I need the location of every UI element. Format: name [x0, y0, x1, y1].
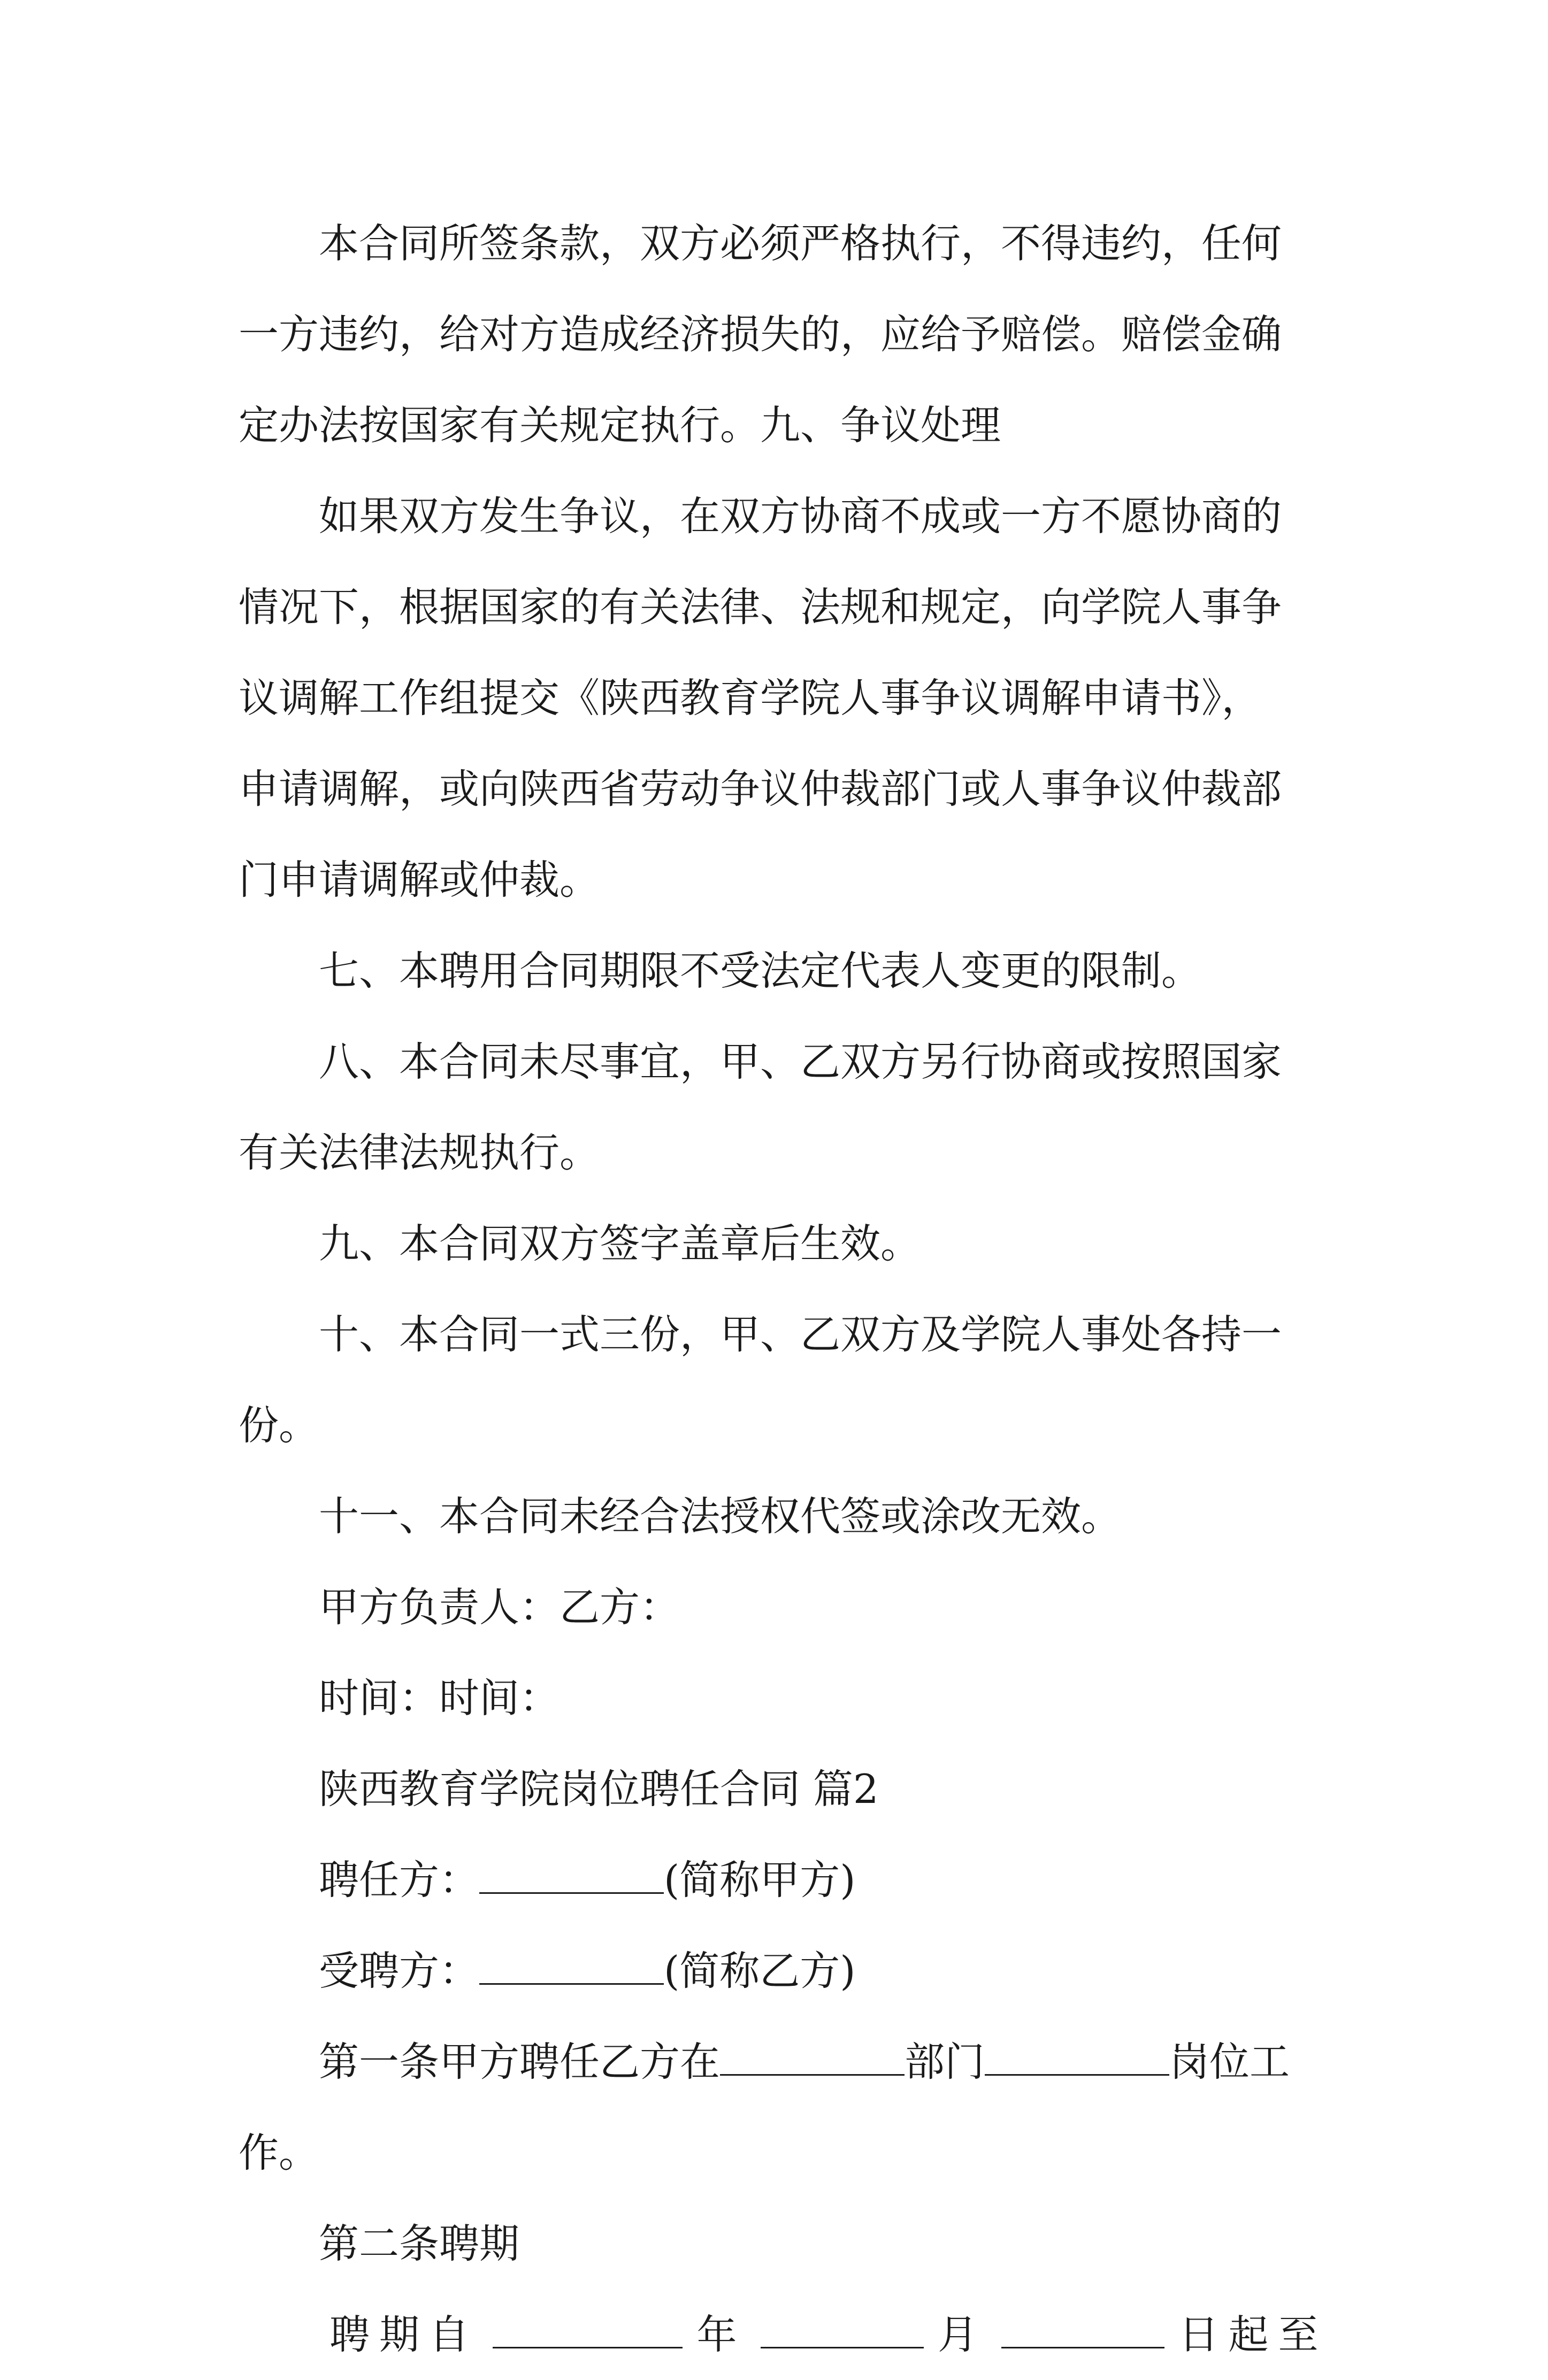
paragraph-dispute: [239, 471, 1314, 562]
day-blank: [1001, 2309, 1164, 2348]
text-line: 如果双方发生争议，在双方协商不成或一方不愿协商的: [319, 493, 1282, 540]
article-1: [239, 2016, 1314, 2107]
text-line: 本合同所签条款，双方必须严格执行，不得违约，任何: [319, 220, 1282, 267]
year-label: 年: [696, 2311, 747, 2358]
article-2: [239, 2198, 1314, 2289]
day-label: 日起至: [1178, 2311, 1328, 2358]
paragraph-clause-9: [239, 1198, 1314, 1289]
paragraph-clause-8-cont: [239, 1107, 1314, 1198]
article-1-cont: [239, 2107, 1314, 2198]
position-blank: [985, 2036, 1169, 2076]
text-line: 第二条聘期: [319, 2220, 520, 2267]
employee-blank: [479, 1945, 664, 1985]
paragraph-breach-clause-cont: [239, 289, 1314, 471]
paragraph-breach-clause: [239, 198, 1314, 289]
paragraph-dispute-cont: [239, 562, 1314, 925]
text-line: 十一、本合同未经合法授权代签或涂改无效。: [319, 1493, 1122, 1540]
signature-line: [239, 1562, 1314, 1653]
employer-suffix: (简称甲方): [664, 1856, 856, 1903]
paragraph-clause-11: [239, 1471, 1314, 1562]
year-blank: [493, 2309, 683, 2348]
paragraph-clause-10-cont: [239, 1380, 1314, 1471]
text-line: 时间：时间：: [319, 1675, 560, 1722]
text-line: 九、本合同双方签字盖章后生效。: [319, 1220, 921, 1267]
text-line: 有关法律法规执行。: [239, 1129, 600, 1176]
month-label: 月: [938, 2311, 988, 2358]
employee-label: 受聘方：: [319, 1947, 480, 1994]
text-line: 甲方负责人：乙方：: [319, 1584, 680, 1631]
period-line: [239, 2289, 1328, 2380]
employee-suffix: (简称乙方): [664, 1947, 856, 1994]
article-1-text-a: 第一条甲方聘任乙方在: [319, 2038, 721, 2085]
article-1-text-c: 岗位工: [1169, 2038, 1290, 2085]
text-line: 份。: [239, 1402, 319, 1449]
article-1-text-b: 部门: [905, 2038, 985, 2085]
section-title: [239, 1744, 1314, 1834]
employer-blank: [479, 1854, 664, 1894]
text-line: 陕西教育学院岗位聘任合同 篇2: [319, 1765, 879, 1813]
text-line: 定办法按国家有关规定执行。九、争议处理: [239, 402, 1001, 449]
employee-line: [239, 1925, 1314, 2016]
text-line: 十、本合同一式三份，甲、乙双方及学院人事处各持一: [319, 1311, 1282, 1358]
date-line: [239, 1653, 1314, 1744]
period-from-label: 聘期自: [329, 2311, 479, 2358]
text-line: 申请调解，或向陕西省劳动争议仲裁部门或人事争议仲裁部: [239, 765, 1282, 812]
paragraph-clause-7: [239, 925, 1314, 1016]
text-line: 七、本聘用合同期限不受法定代表人变更的限制。: [319, 947, 1202, 994]
employer-line: [239, 1834, 1314, 1925]
document-body: [239, 198, 1328, 2380]
text-line: 议调解工作组提交《陕西教育学院人事争议调解申请书》，: [239, 674, 1262, 721]
paragraph-clause-8: [239, 1016, 1314, 1107]
paragraph-clause-10: [239, 1289, 1314, 1380]
text-line: 一方违约，给对方造成经济损失的，应给予赔偿。赔偿金确: [239, 311, 1282, 358]
department-blank: [720, 2036, 905, 2076]
month-blank: [761, 2309, 924, 2348]
text-line: 作。: [239, 2129, 319, 2176]
text-line: 八、本合同未尽事宜，甲、乙双方另行协商或按照国家: [319, 1038, 1282, 1085]
text-line: 门申请调解或仲裁。: [239, 856, 600, 903]
employer-label: 聘任方：: [319, 1856, 480, 1903]
text-line: 情况下，根据国家的有关法律、法规和规定，向学院人事争: [239, 584, 1282, 631]
